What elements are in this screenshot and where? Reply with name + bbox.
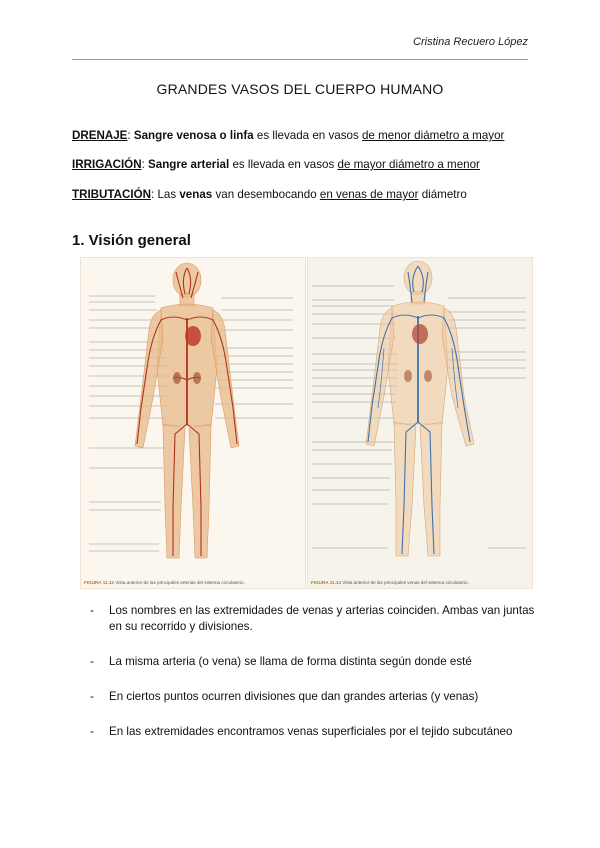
figure-caption [311, 580, 529, 585]
bullet-dash: - [90, 690, 94, 703]
section-heading: 1. Visión general [72, 232, 191, 249]
definition-separator: : [127, 129, 134, 142]
bullet-dash: - [90, 725, 94, 738]
bullet-dash: - [90, 604, 94, 617]
kidney [173, 372, 181, 384]
kidney [424, 370, 432, 382]
bullet-dash: - [90, 655, 94, 668]
definition-text: es llevada en vasos [253, 129, 362, 142]
figure-caption-text: Vista anterior de las principales arterias del sistema circulatorio. [115, 580, 245, 585]
definition-bold: Sangre arterial [148, 158, 230, 171]
definition-separator: : [141, 158, 149, 171]
figure-number: FIGURA 11.13 [311, 580, 341, 585]
list-item [90, 689, 535, 705]
figure-number: FIGURA 11.12 [84, 580, 114, 585]
definition-drenaje [72, 129, 504, 142]
body-silhouette [366, 261, 474, 556]
definition-underlined: de mayor diámetro a menor [337, 158, 480, 171]
venous-body-illustration [308, 258, 532, 588]
list-item-text: En las extremidades encontramos venas superficiales por el tejido subcutáneo [109, 725, 513, 738]
figure-caption [84, 580, 302, 585]
definition-term: TRIBUTACIÓN [72, 188, 151, 201]
venous-system-figure [307, 257, 533, 589]
list-item-text: Los nombres en las extremidades de venas y arterias coinciden. Ambas van juntas en su recorrido y divisiones. [109, 604, 535, 633]
author-name: Cristina Recuero López [413, 36, 528, 48]
page-title: GRANDES VASOS DEL CUERPO HUMANO [156, 81, 444, 97]
definition-bold: Sangre venosa o linfa [133, 129, 254, 142]
definition-underlined: en venas de mayor [319, 188, 419, 201]
definition-tributacion [72, 188, 467, 201]
list-item [90, 603, 535, 635]
definition-tail: diámetro [418, 188, 467, 201]
kidney [193, 372, 201, 384]
heart [412, 324, 428, 344]
definition-underlined: de menor diámetro a mayor [361, 129, 505, 142]
definition-text: van desembocando [212, 188, 320, 201]
header-rule [72, 59, 528, 60]
definition-separator: : Las [151, 188, 180, 201]
definition-term: DRENAJE [72, 129, 128, 142]
list-item [90, 724, 535, 740]
definition-bold: venas [179, 188, 213, 201]
list-item-text: En ciertos puntos ocurren divisiones que dan grandes arterias (y venas) [109, 690, 479, 703]
definition-text: es llevada en vasos [229, 158, 338, 171]
definition-term: IRRIGACIÓN [72, 158, 142, 171]
list-item [90, 654, 535, 670]
list-item-text: La misma arteria (o vena) se llama de forma distinta según donde esté [109, 655, 472, 668]
arterial-system-figure [80, 257, 306, 589]
heart [185, 326, 201, 346]
kidney [404, 370, 412, 382]
bullet-list [90, 603, 535, 759]
figure-caption-text: Vista anterior de las principales venas del sistema circulatorio. [342, 580, 469, 585]
definition-irrigacion [72, 158, 480, 171]
arterial-body-illustration [81, 258, 305, 588]
